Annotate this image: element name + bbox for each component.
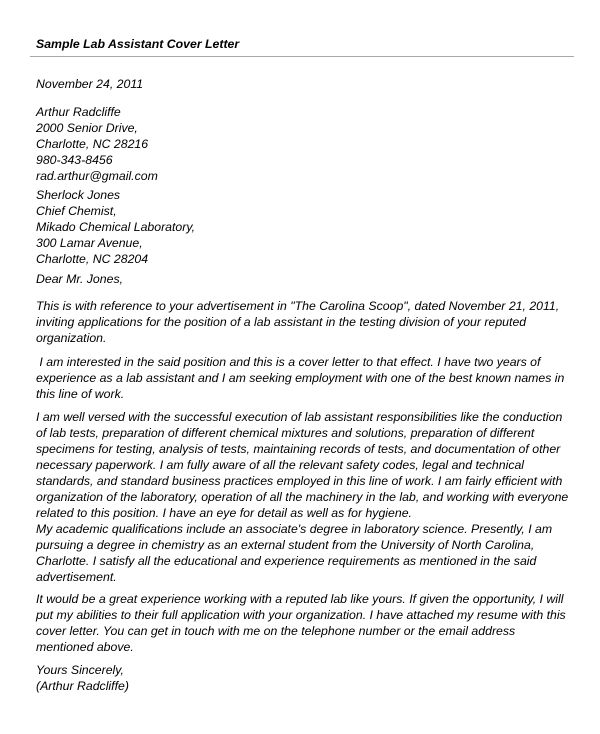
title-divider bbox=[30, 56, 574, 57]
closing-text: Yours Sincerely, bbox=[36, 663, 124, 677]
sender-city: Charlotte, NC 28216 bbox=[36, 137, 149, 151]
document-title: Sample Lab Assistant Cover Letter bbox=[36, 37, 240, 51]
signature-name: (Arthur Radcliffe) bbox=[36, 679, 129, 693]
paragraph-closing: It would be a great experience working with a reputed lab like yours. If given the opportunity, I will put my abilities to their full application with your organization. I have attached my resume with this cover letter. You can get in touch with me on the telephone number or the email address mentioned above. bbox=[36, 592, 566, 654]
recipient-street: 300 Lamar Avenue, bbox=[36, 236, 143, 250]
recipient-title: Chief Chemist, bbox=[36, 204, 117, 218]
recipient-name: Sherlock Jones bbox=[36, 188, 121, 202]
date-text: November 24, 2011 bbox=[36, 77, 144, 91]
sender-phone: 980-343-8456 bbox=[36, 153, 113, 167]
sender-email: rad.arthur@gmail.com bbox=[36, 169, 158, 183]
sender-name: Arthur Radcliffe bbox=[36, 105, 121, 119]
salutation-text: Dear Mr. Jones, bbox=[36, 272, 124, 286]
recipient-address bbox=[36, 187, 572, 267]
paragraph-qualifications: My academic qualifications include an associate's degree in laboratory science. Presently, I am pursuing a degree in chemistry as an external student from the University of North Carolina, Charlotte. I satisfy all the educational and experience requirements as mentioned in the said advertisement. bbox=[36, 522, 553, 584]
recipient-city: Charlotte, NC 28204 bbox=[36, 252, 149, 266]
paragraph-interest: I am interested in the said position and this is a cover letter to that effect. I have two years of experience as a lab assistant and I am seeking employment with one of the best known names in this line of work. bbox=[36, 355, 568, 401]
letter-date bbox=[36, 76, 572, 92]
sender-address bbox=[36, 104, 572, 184]
sign-off bbox=[36, 662, 572, 694]
salutation bbox=[36, 271, 572, 287]
paragraph-reference: This is with reference to your advertisement in "The Carolina Scoop", dated November 21, 2011, inviting applications for the position of a lab assistant in the testing division of your reputed organization. bbox=[36, 299, 560, 345]
paragraph-experience: I am well versed with the successful execution of lab assistant responsibilities like the conduction of lab tests, preparation of different chemical mixtures and solutions, preparation of different specimens for testing, analysis of tests, maintaining records of tests, and documentation of other necessary paperwork. I am fully aware of all the relevant safety codes, legal and technical standards, and standard business practices employed in this line of work. I am fairly efficient with organization of the laboratory, operation of all the machinery in the lab, and working with everyone related to this position. I have an eye for detail as well as for hygiene. bbox=[36, 410, 569, 520]
sender-street: 2000 Senior Drive, bbox=[36, 121, 138, 135]
recipient-company: Mikado Chemical Laboratory, bbox=[36, 220, 196, 234]
